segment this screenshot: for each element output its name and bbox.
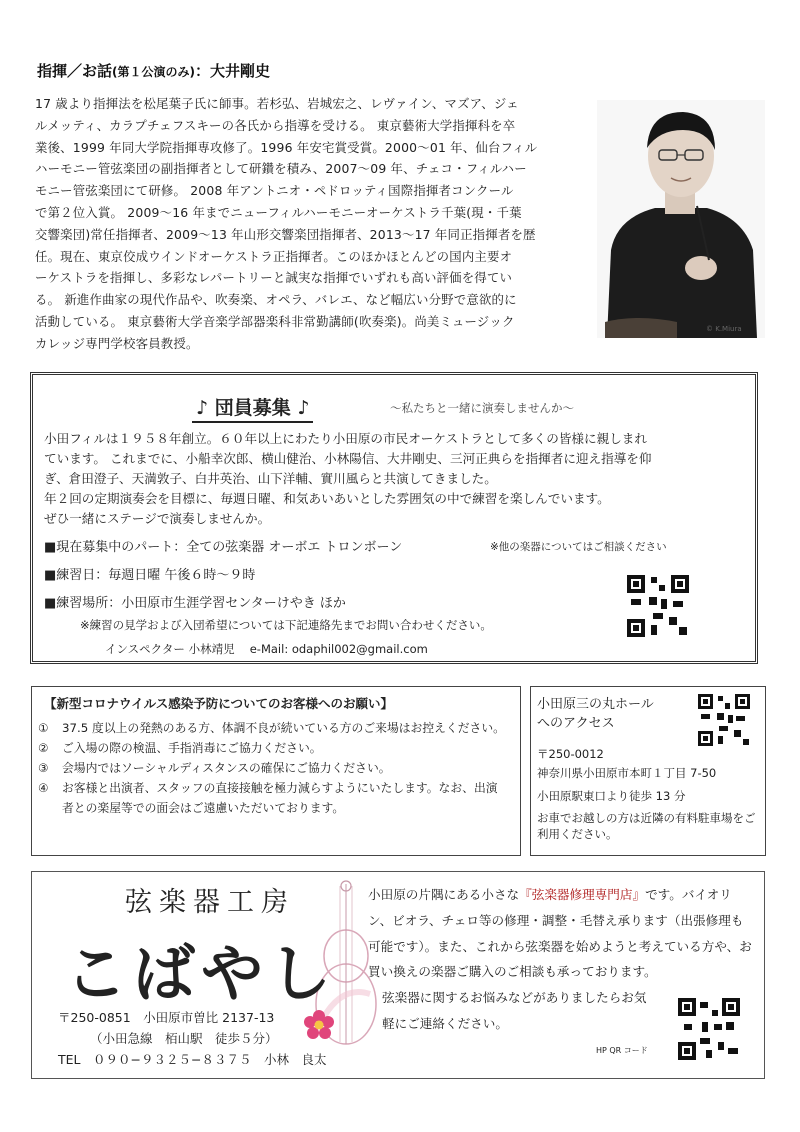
shop-name: 弦楽器工房 (125, 887, 295, 918)
access-title-line: 小田原三の丸ホール (537, 697, 654, 712)
shop-text-pre: 小田原の片隅にある小さな (368, 887, 520, 902)
conductor-title-note: (第１公演のみ) (112, 65, 195, 79)
recruit-intro-line: 年２回の定期演奏会を目標に、毎週日曜、和気あいあいとした雰囲気の中で練習を楽しんでいます。 (44, 491, 610, 506)
access-title (537, 695, 677, 733)
recruit-practice-place: ■練習場所：小田原市生涯学習センターけやき ほか (44, 596, 346, 611)
list-item (38, 738, 508, 758)
recruit-intro (44, 429, 744, 529)
shop-logo: こばやし (65, 937, 338, 1010)
recruit-inspector: インスペクター 小林靖児 e-Mail: odaphil002@gmail.com (105, 642, 428, 656)
photo-credit: © K.Miura (706, 325, 742, 333)
bio-line: 任。現在、東京佼成ウインドオーケストラ正指揮者。このほかほとんどの国内主要オ (35, 248, 513, 264)
recruit-subtitle: 〜私たちと一緒に演奏しませんか〜 (390, 401, 574, 415)
shop-text-post: です。バイオリン、ビオラ、チェロ等の修理・調整・毛替え承ります（出張修理も可能です）。また、これから弦楽器を始めようと考えている方や、お買い換えの楽器ご購入のご相談も承っております。 (368, 887, 752, 980)
conductor-name: 大井剛史 (210, 62, 271, 80)
shop-address (58, 1007, 326, 1070)
shop-text-highlight: 『弦楽器修理専門店』 (519, 887, 646, 902)
recruit-intro-line: 小田フィルは１９５８年創立。６０年以上にわたり小田原の市民オーケストラとして多くの皆様に親しまれ (44, 431, 647, 446)
access-title-line: へのアクセス (537, 716, 615, 731)
bio-line: 業後、1999 年同大学院指揮専攻修了。1996 年安宅賞受賞。2000〜01 年、仙台フィル (35, 139, 538, 155)
conductor-title: 指揮／お話 (37, 62, 113, 80)
list-number: ④ (38, 781, 49, 795)
conductor-title-colon: ： (195, 62, 211, 80)
bio-line: で第２位入賞。 2009〜16 年までニューフィルハーモニーオーケストラ千葉(現・千葉 (35, 204, 522, 220)
conductor-bio (35, 93, 580, 355)
bio-line: 活動している。 東京藝術大学音楽学部器楽科非常勤講師(吹奏楽)。尚美ミュージック (35, 313, 515, 329)
list-item (38, 758, 508, 778)
list-number: ① (38, 721, 49, 735)
bio-line: カレッジ専門学校客員教授。 (35, 335, 199, 351)
access-address: 神奈川県小田原市本町１丁目 7-50 (537, 766, 717, 780)
access-postal: 〒250-0012 (537, 747, 604, 761)
recruit-parts-note: ※他の楽器についてはご相談ください (490, 541, 667, 553)
recruit-title: ♪ 団員募集 ♪ (192, 393, 313, 423)
shop-tel: TEL ０９０−９３２５−８３７５ 小林 良太 (58, 1052, 327, 1067)
conductor-photo (597, 100, 765, 338)
bio-line: 交響楽団)常任指揮者、2009〜13 年山形交響楽団指揮者、2013〜17 年同正指揮者を歴 (35, 226, 536, 242)
list-item (38, 718, 508, 738)
recruit-intro-line: ぎ、倉田澄子、天満敦子、白井英治、山下洋輔、實川風らと共演してきました。 (44, 471, 497, 486)
shop-text-closing: 弦楽器に関するお悩みなどがありましたらお気軽にご連絡ください。 (382, 990, 647, 1031)
bio-line: ーケストラを指揮し、多彩なレパートリーと誠実な指揮でいずれも高い評価を得てい (35, 270, 513, 286)
list-item (38, 778, 508, 818)
list-number: ② (38, 741, 49, 755)
bio-line: る。 新進作曲家の現代作品や、吹奏楽、オペラ、バレエ、など幅広い分野で意欲的に (35, 292, 517, 308)
bio-line: ハーモニー管弦楽団の副指揮者として研鑽を積み、2007〜09 年、チェコ・フィルハー (35, 161, 527, 177)
list-text: ご入場の際の検温、手指消毒にご協力ください。 (62, 741, 322, 755)
qr-code-icon[interactable] (678, 998, 740, 1060)
bio-line: ルメッティ、カラプチェフスキーの各氏から指導を受ける。 東京藝術大学指揮科を卒 (35, 117, 516, 133)
covid-title: 【新型コロナウイルス感染予防についてのお客様へのお願い】 (44, 696, 394, 711)
qr-code-icon[interactable] (698, 694, 750, 746)
recruit-parts: ■現在募集中のパート：全ての弦楽器 オーボエ トロンボーン (44, 540, 403, 555)
qr-label: HP QR コード (596, 1046, 648, 1055)
conductor-heading (37, 60, 270, 81)
list-text: 会場内ではソーシャルディスタンスの確保にご協力ください。 (62, 761, 391, 775)
access-details (537, 745, 762, 842)
list-number: ③ (38, 761, 49, 775)
bio-line: 17 歳より指揮法を松尾葉子氏に師事。若杉弘、岩城宏之、レヴァイン、マズア、ジェ (35, 96, 519, 111)
access-walk: 小田原駅東口より徒歩 13 分 (537, 789, 686, 803)
recruit-intro-line: ています。 これまでに、小船幸次郎、横山健治、小林陽信、大井剛史、三河正典らを指揮者に迎え指導を仰 (44, 451, 652, 466)
conductor-portrait-illustration (597, 100, 765, 338)
qr-code-icon[interactable] (627, 575, 689, 637)
bio-line: モニー管弦楽団にて研修。 2008 年アントニオ・ペドロッティ国際指揮者コンクール (35, 183, 514, 199)
covid-list (38, 718, 508, 818)
list-text: 37.5 度以上の発熱のある方、体調不良が続いている方のご来場はお控えください。 (62, 721, 505, 735)
list-text: お客様と出演者、スタッフの直接接触を極力減らすようにいたします。なお、出演者との楽屋等での面会はご遠慮いただいております。 (62, 781, 498, 815)
recruit-intro-line: ぜひ一緒にステージで演奏しませんか。 (44, 511, 271, 526)
recruit-practice-day: ■練習日：毎週日曜 午後６時〜９時 (44, 568, 256, 583)
recruit-contact-note: ※練習の見学および入団希望については下記連絡先までお問い合わせください。 (80, 618, 492, 632)
shop-postal-address: 〒250-0851 小田原市曽比 2137-13 (58, 1010, 275, 1025)
shop-station: （小田急線 栢山駅 徒歩５分） (90, 1031, 278, 1046)
access-car: お車でお越しの方は近隣の有料駐車場をご利用ください。 (537, 811, 756, 841)
